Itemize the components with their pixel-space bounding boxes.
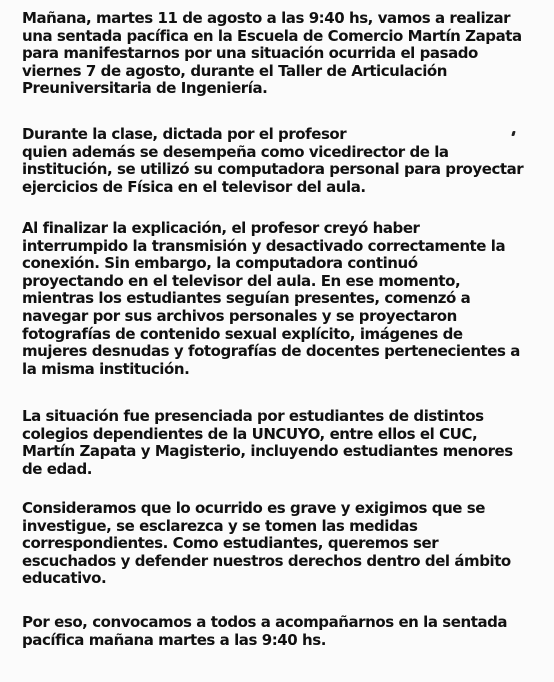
text-line: Al finalizar la explicación, el profesor creyó haber xyxy=(22,219,420,237)
text-line: colegios dependientes de la UNCUYO, entre ellos el CUC, xyxy=(22,424,478,443)
text-line: mujeres desnudas y fotografías de docentes pertenecientes a xyxy=(22,342,520,361)
paragraph-witnesses xyxy=(22,408,513,478)
text-line: educativo. xyxy=(22,569,107,588)
paragraph-demands xyxy=(22,500,511,588)
text-line: Consideramos que lo ocurrido es grave y exigimos que se xyxy=(22,499,486,517)
text-line: quien además se desempeña como vicedirector de la xyxy=(22,142,449,161)
paragraph-incident xyxy=(22,220,520,378)
text-line: pacífica mañana martes a las 9:40 hs. xyxy=(22,630,326,649)
text-line: la misma institución. xyxy=(22,359,190,378)
text-line: institución, se utilizó su computadora personal para proyectar xyxy=(22,160,524,179)
text-line: ejercicios de Física en el televisor del aula. xyxy=(22,177,366,196)
text-line: viernes 7 de agosto, durante el Taller de Articulación xyxy=(22,61,447,80)
text-line: escuchados y defender nuestros derechos dentro del ámbito xyxy=(22,551,511,570)
text-line: navegar por sus archivos personales y se proyectaron xyxy=(22,306,457,325)
text-line: proyectando en el televisor del aula. En ese momento, xyxy=(22,271,461,290)
paragraph-announcement xyxy=(22,10,522,98)
text-line: una sentada pacífica en la Escuela de Comercio Martín Zapata xyxy=(22,26,522,45)
text-line: conexión. Sin embargo, la computadora continuó xyxy=(22,254,418,273)
text-line: correspondientes. Como estudiantes, queremos ser xyxy=(22,534,439,553)
paragraph-call-to-action xyxy=(22,614,507,649)
text-line: Durante la clase, dictada por el profesor xyxy=(22,125,347,143)
text-line: Por eso, convocamos a todos a acompañarnos en la sentada xyxy=(22,613,508,631)
text-line: mientras los estudiantes seguían presentes, comenzó a xyxy=(22,289,471,308)
text-line: fotografías de contenido sexual explícito, imágenes de xyxy=(22,324,463,343)
text-line: investigue, se esclarezca y se tomen las medidas xyxy=(22,516,418,535)
text-line: Preuniversitaria de Ingeniería. xyxy=(22,79,268,98)
text-line: para manifestarnos por una situación ocurrida el pasado xyxy=(22,44,478,63)
text-line: de edad. xyxy=(22,459,93,478)
text-line: interrumpido la transmisión y desactivado correctamente la xyxy=(22,236,506,255)
text-line: Mañana, martes 11 de agosto a las 9:40 hs, vamos a realizar xyxy=(22,9,511,27)
text-line: La situación fue presenciada por estudiantes de distintos xyxy=(22,407,484,425)
paragraph-context xyxy=(22,126,523,196)
text-line: Martín Zapata y Magisterio, incluyendo estudiantes menores xyxy=(22,442,513,461)
